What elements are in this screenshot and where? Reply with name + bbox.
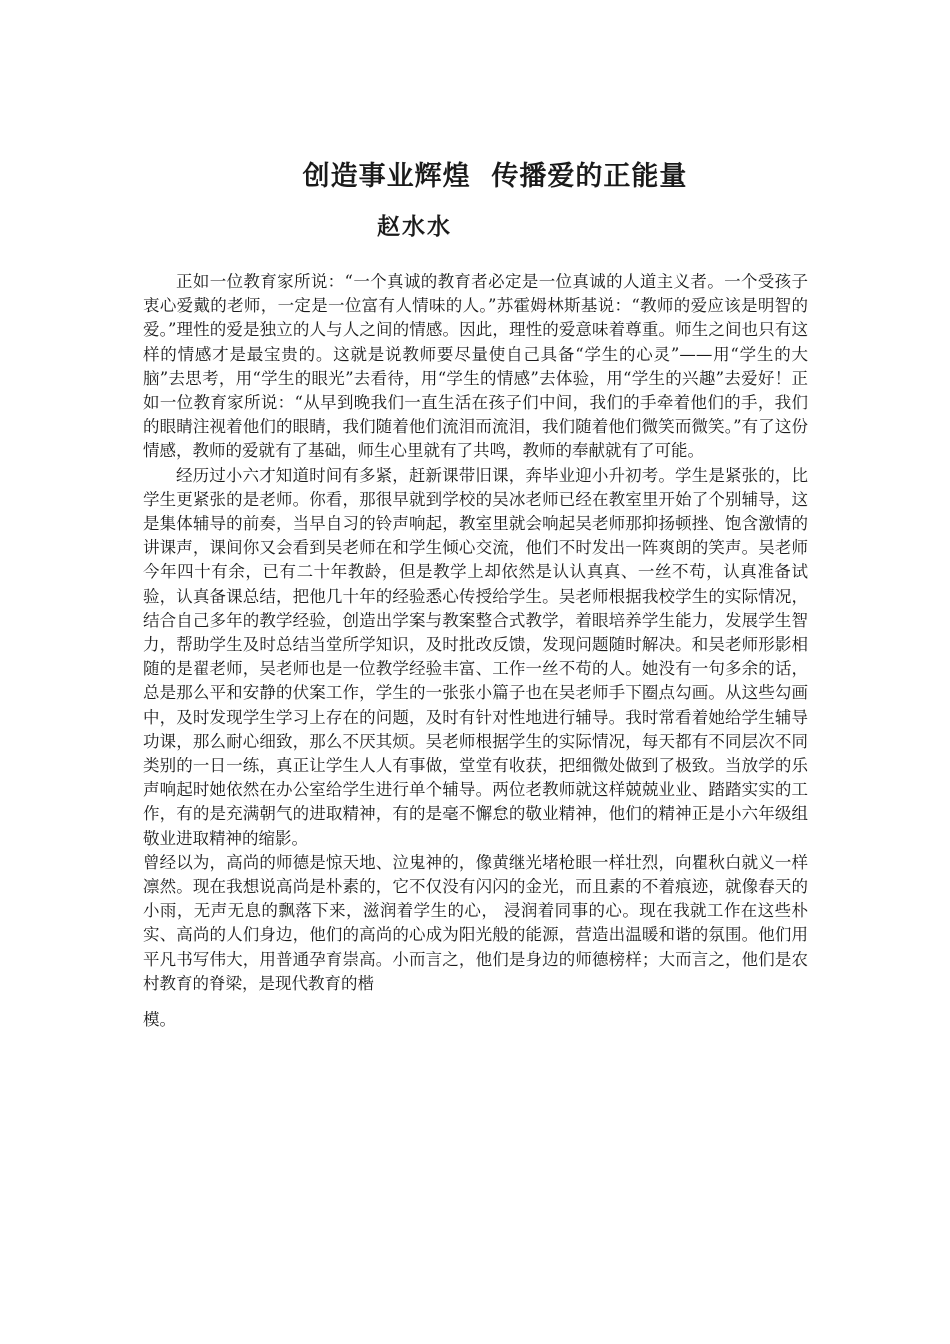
body-paragraph: 正如一位教育家所说：“一个真诚的教育者必定是一位真诚的人道主义者。一个受孩子衷心爱戴的老师，一定是一位富有人情味的人。”苏霍姆林斯基说：“教师的爱应该是明智的爱。”理性的爱是独立的人与人之间的情感。因此，理性的爱意味着尊重。师生之间也只有这样的情感才是最宝贵的。这就是说教师要尽量使自己具备“学生的心灵”——用“学生的大脑”去思考，用“学生的眼光”去看待，用“学生的情感”去体验，用“学生的兴趣”去爱好！正如一位教育家所说：“从早到晚我们一直生活在孩子们中间，我们的手牵着他们的手，我们的眼睛注视着他们的眼睛，我们随着他们流泪而流泪，我们随着他们微笑而微笑。”有了这份情感，教师的爱就有了基础，师生心里就有了共鸣，教师的奉献就有了可能。 xyxy=(143,272,808,461)
document-title: 创造事业辉煌 传播爱的正能量 xyxy=(302,161,688,192)
body-paragraph: 经历过小六才知道时间有多紧，赶新课带旧课，奔毕业迎小升初考。学生是紧张的，比学生更紧张的是老师。你看，那很早就到学校的吴冰老师已经在教室里开始了个别辅导，这是集体辅导的前奏，当早自习的铃声响起，教室里就会响起吴老师那抑扬顿挫、饱含激情的讲课声，课间你又会看到吴老师在和学生倾心交流，他们不时发出一阵爽朗的笑声。吴老师今年四十有余，已有二十年教龄，但是教学上却依然是认认真真、一丝不苟，认真准备试验，认真备课总结，把他几十年的经验悉心传授给学生。吴老师根据我校学生的实际情况，结合自己多年的教学经验，创造出学案与教案整合式教学，着眼培养学生能力，发展学生智力，帮助学生及时总结当堂所学知识，及时批改反馈，发现问题随时解决。和吴老师形影相随的是翟老师，吴老师也是一位教学经验丰富、工作一丝不苟的人。她没有一句多余的话，总是那么平和安静的伏案工作，学生的一张张小篇子也在吴老师手下圈点勾画。从这些勾画中，及时发现学生学习上存在的问题，及时有针对性地进行辅导。我时常看着她给学生辅导功课，那么耐心细致，那么不厌其烦。吴老师根据学生的实际情况，每天都有不同层次不同类别的一日一练，真正让学生人人有事做，堂堂有收获，把细微处做到了极致。当放学的乐声响起时她依然在办公室给学生进行单个辅导。两位老教师就这样兢兢业业、踏踏实实的工作，有的是充满朝气的进取精神，有的是毫不懈怠的敬业精神，他们的精神正是小六年级组敬业进取精神的缩影。 xyxy=(143,465,808,848)
document-body xyxy=(143,270,808,1032)
document-author: 赵水水 xyxy=(377,214,452,240)
body-paragraph-tail: 模。 xyxy=(143,1010,176,1030)
body-paragraph: 曾经以为，高尚的师德是惊天地、泣鬼神的，像黄继光堵枪眼一样壮烈，向瞿秋白就义一样凛然。现在我想说高尚是朴素的，它不仅没有闪闪的金光，而且素的不着痕迹，就像春天的小雨，无声无息的飘落下来，滋润着学生的心， 浸润着同事的心。现在我就工作在这些朴实、高尚的人们身边，他们的高尚的心成为阳光般的能源，营造出温暖和谐的氛围。他们用平凡书写伟大，用普通孕育崇高。小而言之，他们是身边的师德榜样；大而言之，他们是农村教育的脊梁，是现代教育的楷 xyxy=(143,852,808,993)
